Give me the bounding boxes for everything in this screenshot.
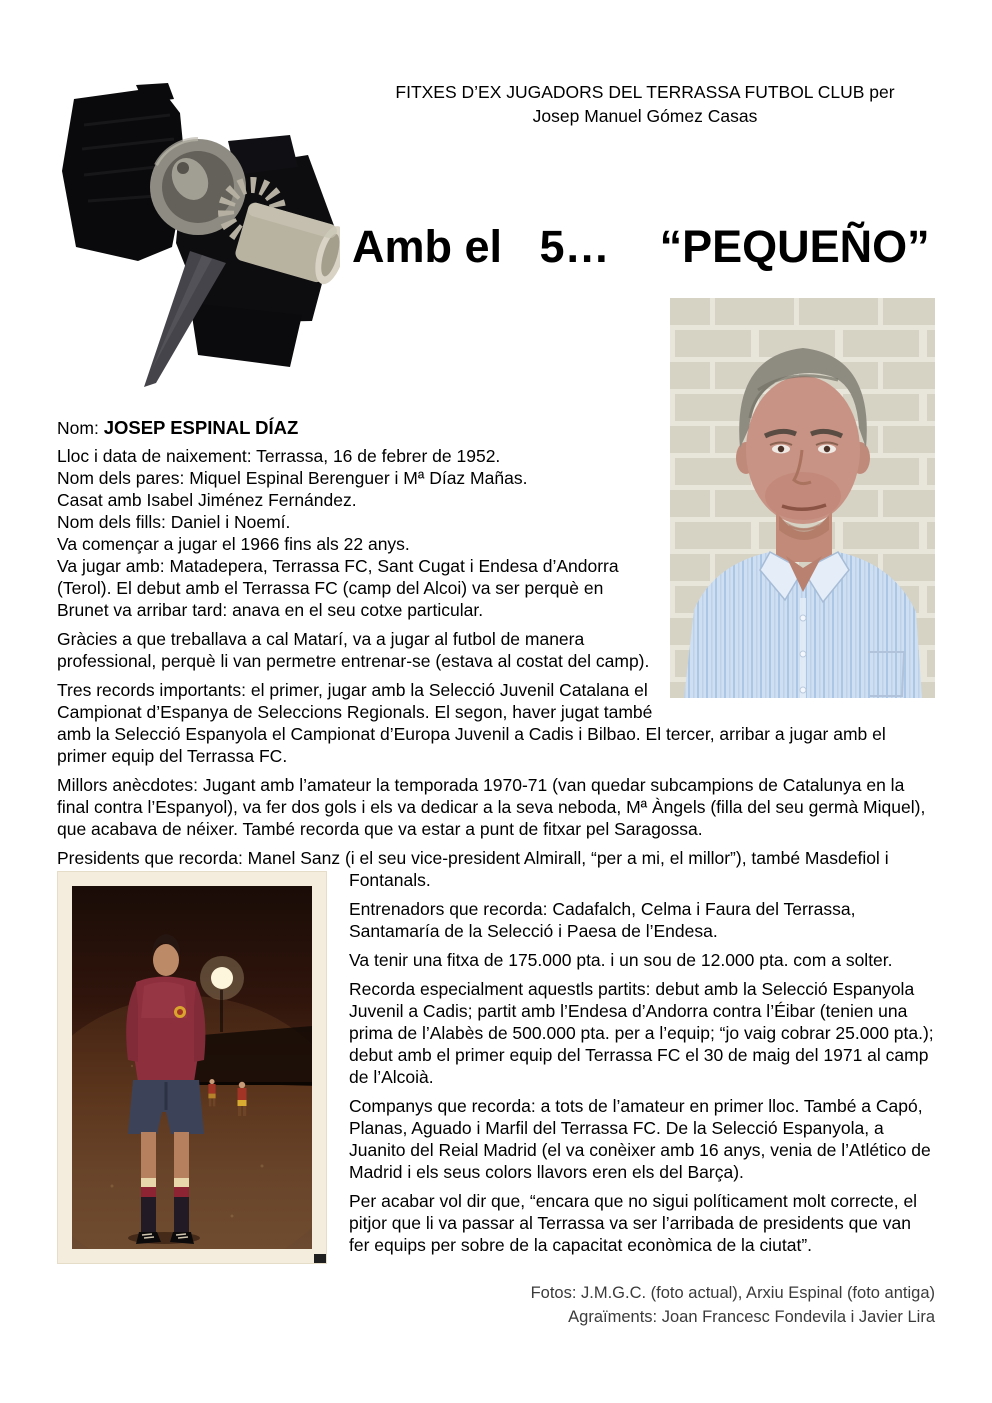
page-title: Amb el 5… “PEQUEÑO” xyxy=(352,221,930,272)
footer-acknowledgements: Agraïments: Joan Francesc Fondevila i Javier Lira xyxy=(568,1308,935,1326)
current-photo xyxy=(670,298,935,698)
old-photo xyxy=(57,871,327,1264)
paragraph-entrenadors: Entrenadors que recorda: Cadafalch, Celma i Faura del Terrassa, Santamaría de la Selecció i Paesa de l’Endesa. xyxy=(349,899,856,941)
paragraph-partits: Recorda especialment aquestls partits: debut amb la Selecció Espanyola Juvenil a Cadis; partit amb l’Endesa d’Andorra contra l’Éibar (tenien una prima de l’Alabès de 500.000 pta. per a l’equip; “jo vaig cobrar 25.000 pta.); debut amb el primer equip del Terrassa FC el 30 de maig del 1971 al camp de l’Alcoià. xyxy=(349,979,934,1087)
name-label: Nom: xyxy=(57,418,104,438)
header-line1: FITXES D’EX JUGADORS DEL TERRASSA FUTBOL CLUB per xyxy=(395,82,895,102)
page-header xyxy=(320,80,970,128)
paragraph-records: Tres records importants: el primer, jugar amb la Selecció Juvenil Catalana el Campionat d’Espanya de Seleccions Regionals. El segon, haver jugat també amb la Selecció Espanyola el Campionat d’Europa Juvenil a Cadis i Bilbao. El tercer, arribar a jugar amb el primer equip del Terrassa FC. xyxy=(57,680,886,766)
presidents-text-1: Presidents que recorda: Manel Sanz (i el seu vice-president Almirall, “per a mi, el millor”), també Masdefiol xyxy=(57,848,885,868)
portrait-illustration xyxy=(670,298,935,698)
info-line-birth: Lloc i data de naixement: Terrassa, 16 de febrer de 1952. xyxy=(57,446,501,466)
info-line-spouse: Casat amb Isabel Jiménez Fernández. xyxy=(57,490,357,510)
player-name: JOSEP ESPINAL DÍAZ xyxy=(103,417,299,438)
info-line-parents: Nom dels pares: Miquel Espinal Berenguer i Mª Díaz Mañas. xyxy=(57,468,528,488)
paragraph-acabar: Per acabar vol dir que, “encara que no sigui políticament molt correcte, el pitjor que li va passar al Terrassa va ser l’arribada de presidents que van fer equips per sobre de la capacitat econòmica de la ciutat”. xyxy=(349,1191,918,1255)
info-line-start: Va començar a jugar el 1966 fins als 22 anys. xyxy=(57,534,410,554)
info-line-children: Nom dels fills: Daniel i Noemí. xyxy=(57,512,291,532)
page-footer xyxy=(300,1281,935,1329)
paragraph-presidents xyxy=(57,847,935,891)
paragraph-anecdotes: Millors anècdotes: Jugant amb l’amateur la temporada 1970-71 (van quedar subcampions de Catalunya en la final contra l’Espanyol), va fer dos gols i els va dedicar a la seva neboda, Mª Àngels (filla del seu germà Miquel), que acabava de néixer. També recorda que va estar a punt de fitxar pel Saragossa. xyxy=(57,775,926,839)
vintage-photo-illustration xyxy=(72,886,312,1249)
paragraph-fitxa: Va tenir una fitxa de 175.000 pta. i un sou de 12.000 pta. com a solter. xyxy=(349,950,893,970)
profile-content xyxy=(57,298,935,1272)
paragraph-treball: Gràcies a que treballava a cal Matarí, va a jugar al futbol de manera professional, perquè li van permetre entrenar-se (estava al costat del camp). xyxy=(57,629,650,671)
photo-corner-mark xyxy=(314,1254,326,1263)
presidents-text-2: i Fontanals. xyxy=(349,848,889,890)
footer-photos-credit: Fotos: J.M.G.C. (foto actual), Arxiu Espinal (foto antiga) xyxy=(530,1284,935,1302)
header-line2: Josep Manuel Gómez Casas xyxy=(532,106,758,126)
info-line-teams: Va jugar amb: Matadepera, Terrassa FC, Sant Cugat i Endesa d’Andorra (Terol). El debut amb el Terrassa FC (camp del Alcoi) va ser perquè en Brunet va arribar tard: anava en el seu cotxe particular. xyxy=(57,556,619,620)
paragraph-companys: Companys que recorda: a tots de l’amateur en primer lloc. També a Capó, Planas, Aguado i Marfil del Terrassa FC. De la Selecció Espanyola, a Juanito del Reial Madrid (el va conèixer amb 16 anys, venia de l’Atlético de Madrid i els seus colors llavors eren els del Barça). xyxy=(349,1096,931,1182)
